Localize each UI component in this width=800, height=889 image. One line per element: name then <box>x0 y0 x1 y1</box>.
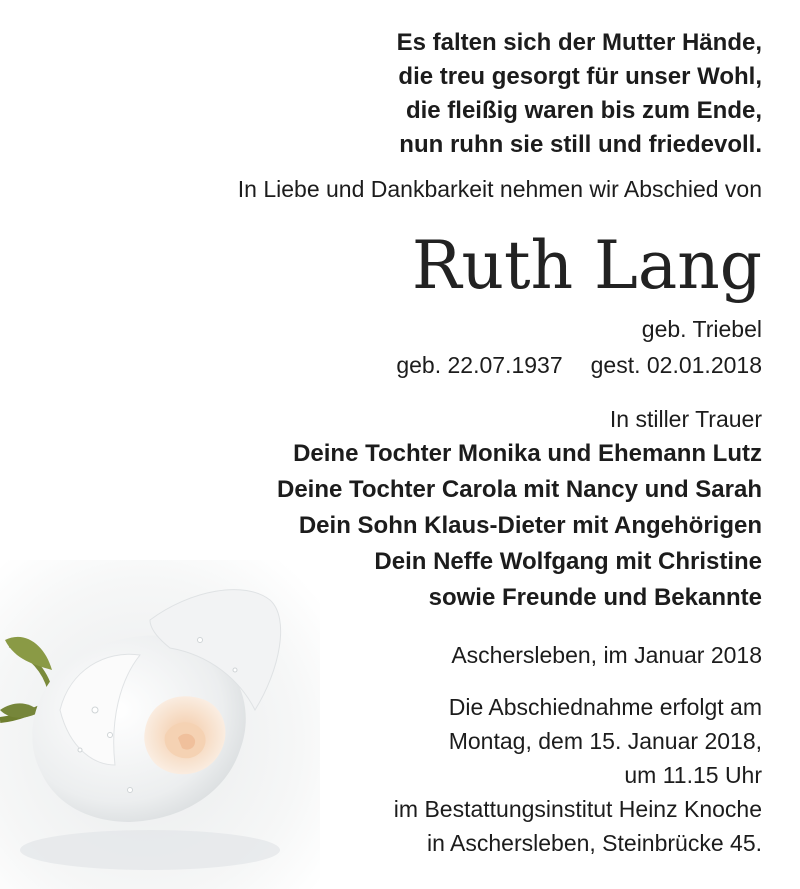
poem-line: die treu gesorgt für unser Wohl, <box>398 63 762 90</box>
place-and-date: Aschersleben, im Januar 2018 <box>451 642 762 668</box>
funeral-line: in Aschersleben, Steinbrücke 45. <box>427 830 762 856</box>
farewell-intro: In Liebe und Dankbarkeit nehmen wir Abschied von <box>237 176 762 202</box>
funeral-line: im Bestattungsinstitut Heinz Knoche <box>393 796 762 822</box>
white-rose-image <box>0 560 320 889</box>
deceased-name: Ruth Lang <box>411 227 762 304</box>
funeral-line: Die Abschiednahme erfolgt am <box>448 694 762 720</box>
mourner-entry: Deine Tochter Monika und Ehemann Lutz <box>293 440 762 467</box>
funeral-details <box>394 690 762 860</box>
birth-date: geb. 22.07.1937 <box>396 352 563 378</box>
life-dates <box>396 348 762 382</box>
mourner-entry: Deine Tochter Carola mit Nancy und Sarah <box>276 476 762 503</box>
poem-line: nun ruhn sie still und friedevoll. <box>399 131 762 158</box>
funeral-line: Montag, dem 15. Januar 2018, <box>448 728 762 754</box>
mourner-entry: Dein Neffe Wolfgang mit Christine <box>374 548 762 575</box>
maiden-name: geb. Triebel <box>641 316 762 342</box>
memorial-poem <box>397 26 762 162</box>
poem-line: Es falten sich der Mutter Hände, <box>396 29 762 56</box>
mourners-list <box>277 436 762 616</box>
funeral-line: um 11.15 Uhr <box>624 762 762 788</box>
poem-line: die fleißig waren bis zum Ende, <box>405 97 762 124</box>
mourner-entry: sowie Freunde und Bekannte <box>428 584 762 611</box>
death-date: gest. 02.01.2018 <box>590 352 762 378</box>
mourning-label: In stiller Trauer <box>609 406 762 432</box>
mourner-entry: Dein Sohn Klaus-Dieter mit Angehörigen <box>298 512 762 539</box>
